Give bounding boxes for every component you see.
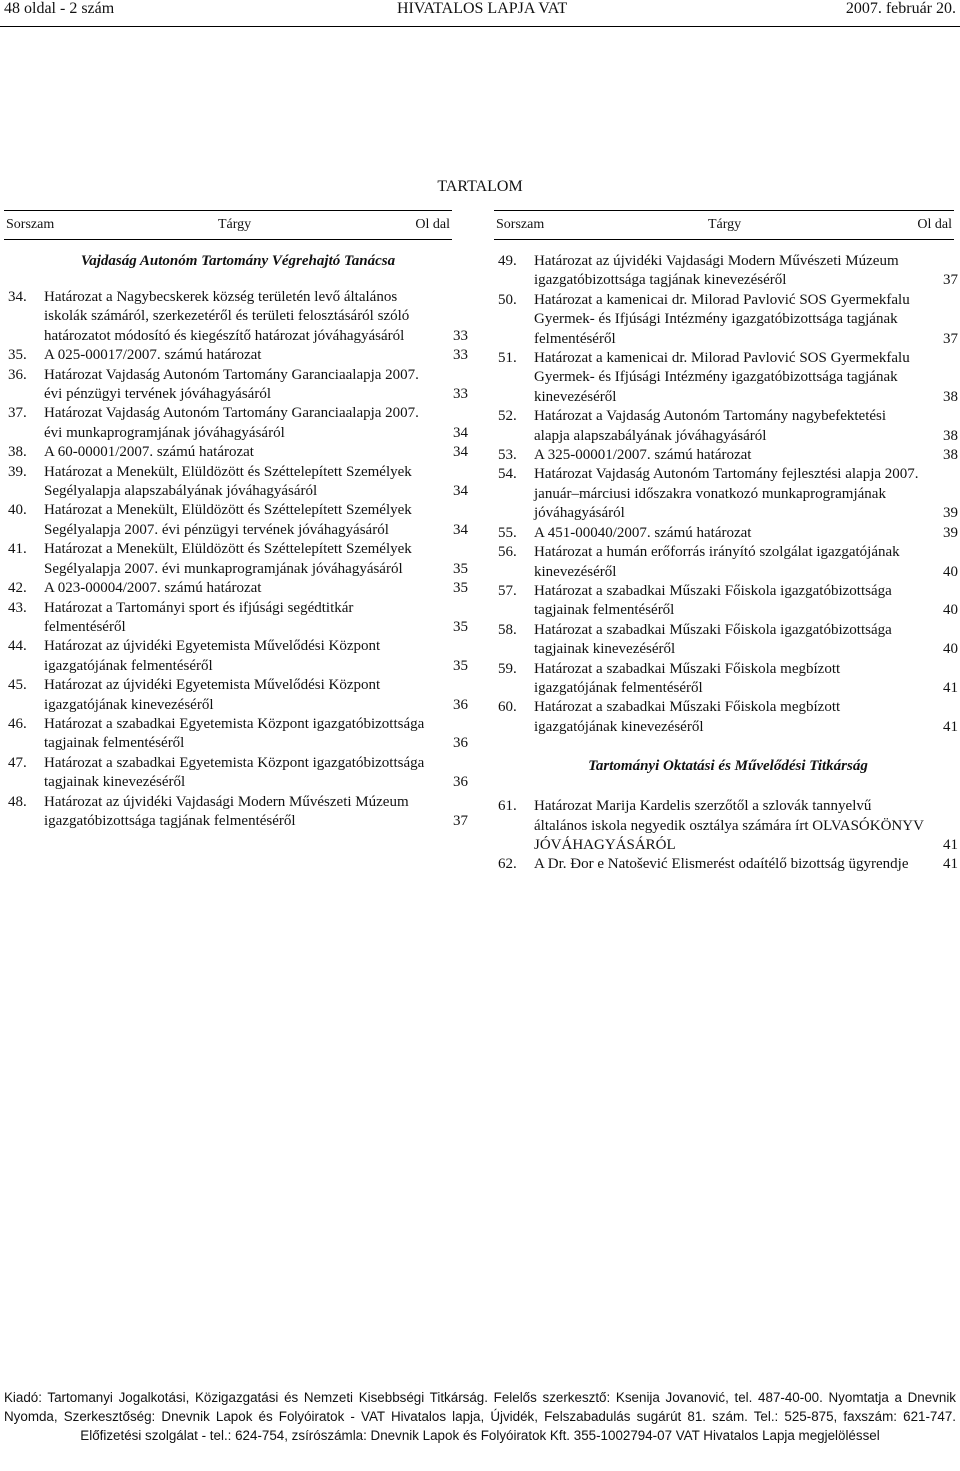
entry-title: Határozat a szabadkai Műszaki Főiskola megbízott igazgatójának kinevezéséről (534, 699, 841, 735)
entry-page: 36 (453, 774, 468, 791)
section-heading: Tartományi Oktatási és Művelődési Titkárság (588, 758, 868, 775)
entry-number: 55. (498, 524, 517, 541)
entry-number: 44. (8, 638, 27, 655)
entry-title: Határozat az újvidéki Egyetemista Művelődési Központ igazgatójának kinevezéséről (44, 677, 381, 713)
entry-number: 53. (498, 447, 517, 464)
entry-number: 43. (8, 599, 27, 616)
toc-entry (8, 501, 468, 540)
entry-title: Határozat Marija Kardelis szerzőtől a szlovák tannyelvű általános iskola negyedik osztálya számára írt OLVASÓKÖNYV JÓVÁHAGYÁSÁRÓL (534, 798, 924, 853)
entry-title: A 025-00017/2007. számú határozat (44, 347, 262, 364)
toc-entry (8, 288, 468, 346)
col-sorszam: Sorszam (496, 217, 545, 232)
entry-page: 34 (453, 483, 468, 500)
col-targy: Tárgy (708, 217, 742, 232)
entry-page: 41 (943, 718, 958, 735)
entry-page: 34 (453, 444, 468, 461)
entry-number: 52. (498, 408, 517, 425)
entry-page: 36 (453, 735, 468, 752)
col-sorszam: Sorszam (6, 217, 55, 232)
entry-title: A 023-00004/2007. számú határozat (44, 580, 262, 597)
right-column (498, 252, 958, 875)
entry-page: 34 (453, 521, 468, 538)
entry-number: 35. (8, 347, 27, 364)
entry-number: 57. (498, 582, 517, 599)
entry-number: 37. (8, 405, 27, 422)
entry-title: Határozat a Menekült, Elüldözött és Széttelepített Személyek Segélyalapja alapszabályának jóváhagyásáról (44, 463, 412, 500)
entry-page: 35 (453, 618, 468, 635)
entry-page: 38 (943, 388, 958, 405)
entry-number: 54. (498, 466, 517, 483)
entry-number: 58. (498, 621, 517, 638)
toc-entry (8, 463, 468, 502)
col-oldal: Ol dal (917, 217, 952, 232)
toc-entry (498, 252, 958, 291)
entry-page: 37 (943, 272, 958, 289)
entry-title: Határozat a Nagybecskerek község területén levő általános iskolák számáról, szerkezetéről és területi felosztásáról szóló határozatot módosító és kiegészítő határozat jóváhagyásáról (44, 289, 410, 344)
toc-entry (8, 676, 468, 715)
entry-title: Határozat a szabadkai Műszaki Főiskola igazgatóbizottsága tagjainak felmentéséről (534, 582, 892, 619)
entry-number: 40. (8, 502, 27, 519)
entry-page: 38 (943, 427, 958, 444)
toc-entry (8, 443, 468, 462)
entry-title: A Dr. Đor e Natošević Elismerést odaítélő bizottság ügyrendje (534, 856, 909, 873)
toc-entry (8, 599, 468, 638)
entry-number: 36. (8, 366, 27, 383)
entry-number: 38. (8, 444, 27, 461)
entry-number: 42. (8, 580, 27, 597)
toc-entry (498, 349, 958, 407)
entry-page: 38 (943, 447, 958, 464)
toc-list-left (8, 288, 468, 831)
entry-number: 61. (498, 798, 517, 815)
toc-entry (498, 621, 958, 660)
entry-page: 35 (453, 560, 468, 577)
entry-title: Határozat a Vajdaság Autonóm Tartomány nagybefektetési alapja alapszabályának jóváhagyásáról (534, 408, 887, 444)
toc-entry (498, 698, 958, 737)
toc-entry (8, 637, 468, 676)
entry-title: Határozat az újvidéki Vajdasági Modern Művészeti Múzeum igazgatóbizottsága tagjának kinevezéséről (534, 253, 899, 289)
entry-title: A 325-00001/2007. számú határozat (534, 447, 752, 464)
contents-title: TARTALOM (437, 178, 523, 195)
toc-entry (8, 404, 468, 443)
toc-entry (8, 366, 468, 405)
toc-entry (8, 793, 468, 832)
entry-title: Határozat a kamenicai dr. Milorad Pavlović SOS Gyermekfalu Gyermek- és Ifjúsági Intézmény igazgatóbizottsága tagjának kinevezéséről (534, 350, 910, 405)
left-column-header (4, 210, 452, 240)
toc-entry (498, 446, 958, 465)
entry-title: Határozat a szabadkai Egyetemista Központ igazgatóbizottsága tagjainak felmentéséről (44, 715, 425, 752)
entry-page: 36 (453, 696, 468, 713)
toc-entry (8, 579, 468, 598)
right-column-header (494, 210, 954, 240)
issue-date: 2007. február 20. (845, 0, 956, 17)
entry-title: Határozat a humán erőforrás irányító szolgálat igazgatójának kinevezéséről (534, 544, 900, 580)
toc-entry (498, 660, 958, 699)
toc-entry (498, 407, 958, 446)
toc-entry (8, 754, 468, 793)
toc-entry (8, 715, 468, 754)
entry-title: Határozat a szabadkai Műszaki Főiskola igazgatóbizottsága tagjainak kinevezéséről (534, 621, 892, 658)
entry-title: Határozat a szabadkai Műszaki Főiskola megbízott igazgatójának felmentéséről (534, 660, 841, 696)
entry-page: 40 (943, 641, 958, 658)
entry-title: Határozat az újvidéki Vajdasági Modern Művészeti Múzeum igazgatóbizottsága tagjának felmentéséről (44, 793, 409, 829)
entry-page: 40 (943, 563, 958, 580)
entry-title: Határozat Vajdaság Autonóm Tartomány fejlesztési alapja 2007. január–márciusi időszakra vonatkozó munkaprogramjának jóváhagyásáról (534, 466, 919, 522)
entry-number: 51. (498, 350, 517, 367)
entry-title: Határozat az újvidéki Egyetemista Művelődési Központ igazgatójának felmentéséről (44, 638, 381, 674)
toc-entry (498, 524, 958, 543)
toc-entry (498, 797, 958, 855)
entry-number: 62. (498, 856, 517, 873)
left-column (8, 252, 468, 831)
publisher-footer: Kiadó: Tartomanyi Jogalkotási, Közigazgatási és Nemzeti Kisebbségi Titkárság. Felelős szerkesztő: Ksenija Jovanović, tel. 487-40-00. Nyomtatja a Dnevnik Nyomda, Szerkesztőség: Dnevnik Lapok és Folyóiratok - VAT Hivatalos lapja, Újvidék, Felszabadulás sugárút 81. szám. Tel.: 525-875, faxszám: 621-747. Előfizetési szolgálat - tel.: 624-754, zsírószámla: Dnevnik Lapok és Folyóiratok Kft. 355-1002794-07 VAT Hivatalos Lapja megjelöléssel (4, 1390, 956, 1443)
toc-entry (498, 465, 958, 523)
entry-number: 59. (498, 660, 517, 677)
page-header (0, 0, 960, 27)
entry-page: 41 (943, 856, 958, 873)
entry-title: A 451-00040/2007. számú határozat (534, 524, 752, 541)
toc-list-right-2 (498, 797, 958, 875)
entry-page: 33 (453, 347, 468, 364)
entry-page: 35 (453, 580, 468, 597)
entry-page: 37 (453, 812, 468, 829)
entry-title: Határozat a szabadkai Egyetemista Központ igazgatóbizottsága tagjainak kinevezéséről (44, 754, 425, 791)
entry-title: Határozat Vajdaság Autonóm Tartomány Garanciaalapja 2007. évi munkaprogramjának jóváhagyásáról (44, 405, 419, 441)
entry-number: 39. (8, 463, 27, 480)
entry-title: Határozat a Menekült, Elüldözött és Széttelepített Személyek Segélyalapja 2007. évi munkaprogramjának jóváhagyásáról (44, 541, 412, 577)
page-number: 48 oldal - 2 szám (4, 0, 115, 17)
entry-number: 46. (8, 715, 27, 732)
entry-number: 60. (498, 699, 517, 716)
entry-title: Határozat Vajdaság Autonóm Tartomány Garanciaalapja 2007. évi pénzügyi tervének jóváhagyásáról (44, 366, 419, 403)
entry-page: 37 (943, 330, 958, 347)
col-oldal: Ol dal (415, 217, 450, 232)
entry-page: 41 (943, 836, 958, 853)
entry-page: 33 (453, 386, 468, 403)
toc-list-right (498, 252, 958, 737)
entry-page: 35 (453, 657, 468, 674)
entry-page: 41 (943, 679, 958, 696)
entry-page: 40 (943, 602, 958, 619)
entry-title: Határozat a Tartományi sport és ifjúsági segédtitkár felmentéséről (44, 599, 354, 635)
section-heading: Vajdaság Autonóm Tartomány Végrehajtó Tanácsa (80, 253, 396, 269)
entry-page: 39 (943, 505, 958, 522)
entry-number: 50. (498, 291, 517, 308)
entry-page: 39 (943, 524, 958, 541)
toc-entry (498, 855, 958, 874)
toc-entry (8, 346, 468, 365)
entry-page: 34 (453, 424, 468, 441)
entry-number: 41. (8, 541, 27, 558)
toc-entry (498, 291, 958, 349)
toc-entry (498, 582, 958, 621)
entry-number: 56. (498, 544, 517, 561)
entry-title: A 60-00001/2007. számú határozat (44, 444, 254, 461)
publication-title: HIVATALOS LAPJA VAT (397, 0, 568, 17)
entry-number: 34. (8, 289, 27, 305)
entry-title: Határozat a kamenicai dr. Milorad Pavlović SOS Gyermekfalu Gyermek- és Ifjúsági Intézmény igazgatóbizottsága tagjának felmentéséről (534, 291, 910, 347)
entry-number: 45. (8, 677, 27, 694)
col-targy: Tárgy (218, 217, 252, 232)
toc-entry (498, 543, 958, 582)
entry-title: Határozat a Menekült, Elüldözött és Széttelepített Személyek Segélyalapja 2007. évi pénzügyi tervének jóváhagyásáról (44, 502, 412, 538)
toc-entry (8, 540, 468, 579)
entry-number: 49. (498, 253, 517, 269)
entry-number: 48. (8, 793, 27, 810)
entry-page: 33 (453, 327, 468, 344)
entry-number: 47. (8, 754, 27, 771)
